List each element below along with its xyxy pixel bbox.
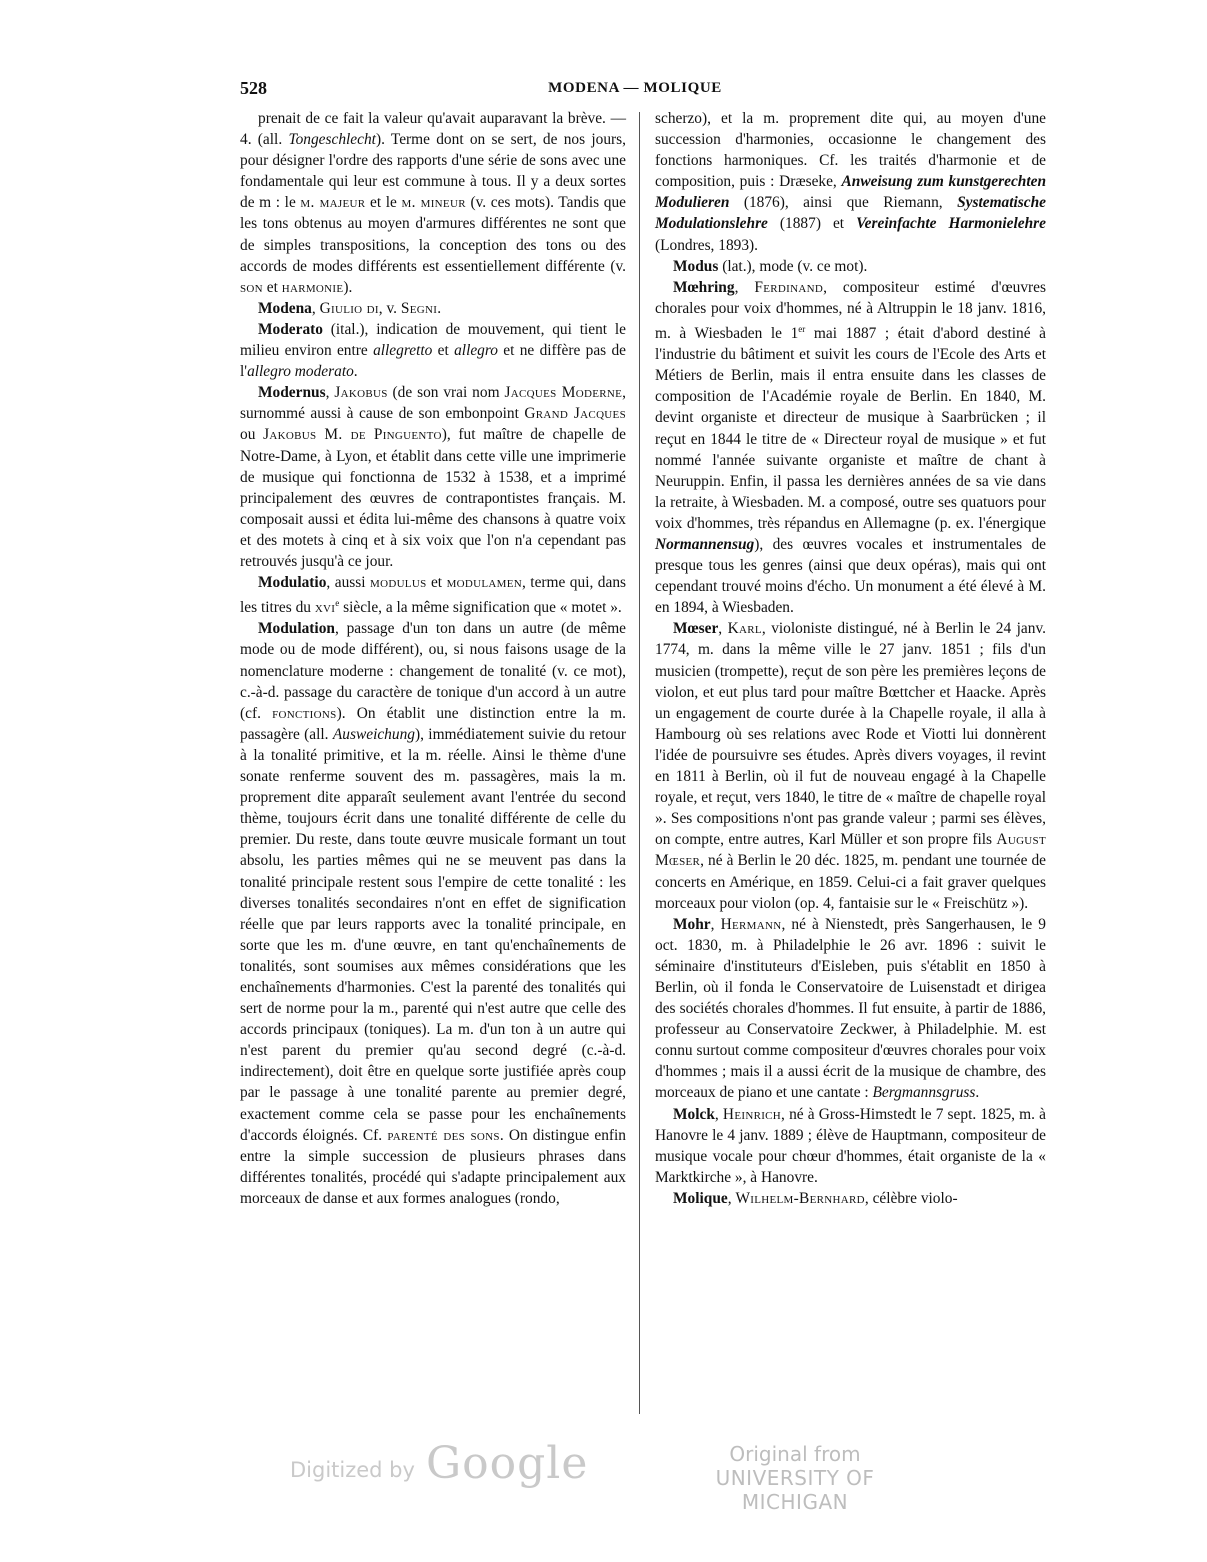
headword: Modulatio xyxy=(258,574,327,592)
headword: Molique xyxy=(673,1189,728,1207)
text-run: ). On établit une distinction entre la m. passagère (all. xyxy=(240,704,626,743)
text-run: , xyxy=(718,620,728,638)
text-run: et xyxy=(262,278,282,296)
entry-paragraph xyxy=(655,108,1046,256)
text-run: , xyxy=(727,1189,736,1207)
work-title: Systematische Modulationslehre xyxy=(655,194,1046,233)
right-column xyxy=(655,108,1046,1209)
text-run: (v. ces mots). Tandis que les tons obtenus au moyen d'armures différentes ne sont que de simples transpositions, la conception des tons ou des accords de modes différents est essentiellement différente (v. xyxy=(240,194,626,275)
entry-paragraph xyxy=(240,298,626,319)
scan-watermark xyxy=(0,1438,1207,1514)
text-run: , xyxy=(710,915,721,933)
text-run: , terme qui, dans les titres du xyxy=(240,574,627,617)
small-caps-name: Segni xyxy=(400,299,438,317)
text-run: (1876), ainsi que Riemann, xyxy=(729,194,958,212)
text-run: , passage d'un ton dans un autre (de même mode ou de mode différent), ou, si nous faisons usage de la nomenclature moderne : changement de tonalité (v. ce mot), c.-à-d. passage du caractère de tonique d'un accord à un autre (cf. xyxy=(240,620,626,722)
entry-paragraph xyxy=(240,108,626,298)
text-run: (Londres, 1893). xyxy=(655,236,759,254)
small-caps-name: son xyxy=(240,278,263,296)
text-run: (lat.), mode (v. ce mot). xyxy=(718,257,868,275)
text-run: (ital.), indication de mouvement, qui tient le milieu environ entre xyxy=(240,320,626,360)
text-run: , né à Nienstedt, près Sangerhausen, le 9 oct. 1830, m. à Philadelphie le 26 avr. 1896 : suivit le séminaire d'instituteurs d'Eisleben, puis s'établit en 1850 à Berlin, où il fonda le Conservatoire de Luisenstadt et dirigea des sociétés chorales d'hommes. Il fut ensuite, à partir de 1886, professeur au Conservatoire Zeckwer, à Philadelphie. M. est connu surtout comme compositeur d'œuvres chorales pour voix d'hommes ; mais il a aussi écrit de la musique de chambre, des morceaux de piano et une cantate : xyxy=(655,915,1046,1102)
superscript: er xyxy=(798,323,806,334)
text-run: ), immédiatement suivie du retour à la tonalité primitive, et la m. réelle. Ainsi le thème d'une sonate renferme souvent des m. passagères, mais la m. proprement dite apparaît seulement avant l'entrée du second thème, toujours écrit dans une tonalité différente de celle du premier. Du reste, dans toute œuvre musicale formant un tout absolu, les parties mêmes qui ne se meuvent pas dans la tonalité principale restent sous l'empire de cette tonalité : les diverses tonalités secondaires n'ont en effet de signification réelle que par leurs rapports avec la tonalité principale, en sorte que les m. d'une œuvre, en tant qu'enchaînements de tonalités, sont soumises aux mêmes considérations que les enchaînements d'harmonies. C'est la parenté des tonalités qui sert de norme pour la m., parenté qui n'est autre que celle des accords principaux (toniques). La m. d'un ton à un autre qui n'est parent du premier qu'au second degré (c.-à-d. indirectement), doit être en quelque sorte justifiée après coup par le passage à une tonalité parente au premier degré, exactement comme cela se passe pour les enchaînements d'accords éloignés. Cf. xyxy=(240,725,626,1144)
entry-paragraph xyxy=(655,1104,1046,1188)
running-title: MODENA — MOLIQUE xyxy=(548,80,722,96)
headword: Mœser xyxy=(673,620,719,638)
text-run: ). Terme dont on se sert, de nos jours, pour désigner l'ordre des rapports d'une série de sons avec une fondamentale qui leur est commune à tous. Il y a deux sortes de m : le xyxy=(240,131,626,212)
italic-term: allegretto xyxy=(373,342,433,360)
institution-label: UNIVERSITY OF MICHIGAN xyxy=(715,1466,875,1514)
entry-paragraph xyxy=(240,382,626,572)
headword: Modernus xyxy=(258,384,326,402)
text-run: , compositeur estimé d'œuvres chorales pour voix d'hommes, né à Altruppin le 18 janv. 1816, m. à Wiesbaden le 1 xyxy=(655,278,1046,343)
italic-term: Tongeschlecht xyxy=(288,131,376,149)
italic-term: Bergmannsgruss xyxy=(872,1084,976,1102)
page-header xyxy=(240,78,1030,102)
headword: Mohr xyxy=(673,915,711,933)
text-run: , surnommé aussi à cause de son embonpoint xyxy=(240,384,626,423)
text-run: , aussi xyxy=(326,574,370,592)
text-run: ou xyxy=(240,426,264,444)
text-run: ), fut maître de chapelle de Notre-Dame, à Lyon, et établit dans cette ville une imprimerie de musique qui fonctionna de 1532 à 1538, et a imprimé principalement des œuvres de contrapontistes français. M. composait aussi et édita lui-même des chansons à quatre voix et des motets à cinq et à six voix que l'on n'a cependant pas retrouvés jusqu'à ce jour. xyxy=(240,426,626,570)
italic-term: Ausweichung xyxy=(332,725,415,743)
entry-paragraph xyxy=(655,256,1046,277)
entry-paragraph xyxy=(655,618,1046,913)
text-run: , xyxy=(734,278,755,296)
text-run: . On distingue enfin entre la simple succession de plusieurs phrases dans différentes tonalités, procédé qui s'adapte principalement aux morceaux de danse et aux formes analogues (rondo, xyxy=(240,1126,627,1207)
entry-paragraph xyxy=(655,914,1046,1104)
small-caps-name: harmonie xyxy=(281,278,344,296)
headword: Modulation xyxy=(258,620,335,638)
headword: Modus xyxy=(673,257,719,275)
small-caps-name: Giulio di xyxy=(319,299,379,317)
small-caps-name: parenté des sons xyxy=(387,1126,500,1144)
text-run: siècle, a la même signification que « motet ». xyxy=(339,599,622,617)
small-caps-name: m. majeur xyxy=(300,194,366,212)
entry-paragraph xyxy=(240,618,626,1209)
column-divider xyxy=(639,112,640,1414)
text-run: mai 1887 ; était d'abord destiné à l'industrie du bâtiment et suivit les cours de l'Ecole des Arts et Métiers de Berlin, mais il entra ensuite dans les classes de composition de l'Académie royale de Berlin. En 1840, M. devint organiste et directeur de musique à Saarbrücken ; il reçut en 1844 le titre de « Directeur royal de musique » et fut nommé l'année suivante organiste et maître de chant à Neuruppin. Enfin, il passa les dernières années de sa vie dans la retraite, à Wiesbaden. M. a composé, outre ses quatuors pour voix d'hommes, très répandus en Allemagne (p. ex. l'énergique xyxy=(655,325,1046,532)
small-caps-name: modulamen xyxy=(446,574,522,592)
text-run: , violoniste distingué, né à Berlin le 24 janv. 1774, m. dans la même ville le 27 janv. 1851 ; fils d'un musicien (trompette), reçut de son père les premières leçons de violon, et eut plus tard pour maître Bœttcher et Haacke. Après un engagement de courte durée à la Chapelle royale, il alla à Hambourg où ses relations avec Rode et Viotti lui donnèrent l'idée de poursuivre ses études. Après divers voyages, il revint en 1811 à Berlin, où il fut de nouveau engagé à la Chapelle royale, et reçut, vers 1840, le titre de « maître de chapelle royal ». Ses compositions n'ont pas grande valeur ; parmi ses élèves, on compte, entre autres, Karl Müller et son propre fils xyxy=(655,620,1046,849)
small-caps-name: Hermann xyxy=(720,915,782,933)
text-run: . xyxy=(437,299,442,317)
small-caps-name: Ferdinand xyxy=(754,278,824,296)
original-from-label: Original from xyxy=(729,1442,861,1466)
text-run: ), des œuvres vocales et instrumentales de presque tous les genres (ainsi que deux opéras), mais qui ont cependant trouvé moins d'écho. Un monument a été élevé à M. en 1894, à Wiesbaden. xyxy=(655,536,1046,617)
headword: Mœhring xyxy=(673,278,735,296)
text-run: , célèbre violo- xyxy=(864,1189,958,1207)
work-title: Normannensug xyxy=(655,536,755,553)
small-caps-name: Jakobus xyxy=(334,384,388,402)
text-run: . xyxy=(975,1084,980,1102)
digitized-by-label: Digitized by xyxy=(290,1458,415,1482)
small-caps-name: Jakobus M. de Pinguento xyxy=(263,426,442,444)
text-run: , xyxy=(311,299,320,317)
text-run: (de son vrai nom xyxy=(387,384,505,402)
text-run: , xyxy=(714,1105,723,1123)
text-run: et ne diffère pas de l' xyxy=(240,342,626,381)
work-title: Vereinfachte Harmonielehre xyxy=(856,215,1046,233)
page-number: 528 xyxy=(240,78,267,98)
text-run: ). xyxy=(343,278,353,296)
work-title: Anweisung zum kunstgerechten Modulieren xyxy=(655,173,1047,212)
superscript: e xyxy=(335,598,340,609)
google-logo: Google xyxy=(426,1438,589,1489)
headword: Moderato xyxy=(258,320,323,338)
text-run: (1887) et xyxy=(767,215,857,233)
headword: Molck xyxy=(673,1105,715,1123)
small-caps-name: Wilhelm-Bernhard xyxy=(735,1189,865,1207)
small-caps-name: Grand Jacques xyxy=(524,405,626,423)
text-run: scherzo), et la m. proprement dite qui, au moyen d'une succession d'harmonies, occasionne le changement des fonctions harmoniques. Cf. les traités d'harmonie et de composition, puis : Dræseke, xyxy=(655,110,1046,191)
italic-term: allegro moderato xyxy=(247,363,354,381)
text-run: et le xyxy=(365,194,402,212)
text-run: , v. xyxy=(378,299,401,317)
small-caps-name: Jacques Moderne xyxy=(504,384,623,402)
text-run: , né à Berlin le 20 déc. 1825, m. pendant une tournée de concerts en Amérique, en 1859. Celui-ci a fait graver quelques morceaux pour violon (op. 4, fantaisie sur le « Freischütz »). xyxy=(655,852,1046,912)
headword: Modena xyxy=(258,299,312,317)
small-caps-name: m. mineur xyxy=(401,194,466,212)
small-caps-name: Karl xyxy=(727,620,762,638)
small-caps-name: modulus xyxy=(370,574,427,592)
text-run: et xyxy=(426,574,447,592)
left-column xyxy=(240,108,626,1209)
entry-paragraph xyxy=(655,1188,1046,1209)
entry-paragraph xyxy=(240,572,626,618)
entry-paragraph xyxy=(240,319,626,382)
small-caps-name: August Mœser xyxy=(655,831,1046,870)
italic-term: allegro xyxy=(454,342,498,360)
text-run: , xyxy=(325,384,335,402)
small-caps-name: Heinrich xyxy=(722,1105,782,1123)
text-run: et xyxy=(432,342,455,360)
text-run: , né à Gross-Himstedt le 7 sept. 1825, m. à Hanovre le 4 janv. 1889 ; élève de Hauptmann, compositeur de musique vocale pour chœur d'hommes, était organiste de la « Marktkirche », à Hanovre. xyxy=(655,1105,1046,1186)
small-caps-name: xvi xyxy=(314,599,336,617)
text-run: . xyxy=(353,363,358,381)
small-caps-name: fonctions xyxy=(272,704,337,722)
text-run: prenait de ce fait la valeur qu'avait auparavant la brève. — 4. (all. xyxy=(240,110,626,149)
entry-paragraph xyxy=(655,277,1046,619)
